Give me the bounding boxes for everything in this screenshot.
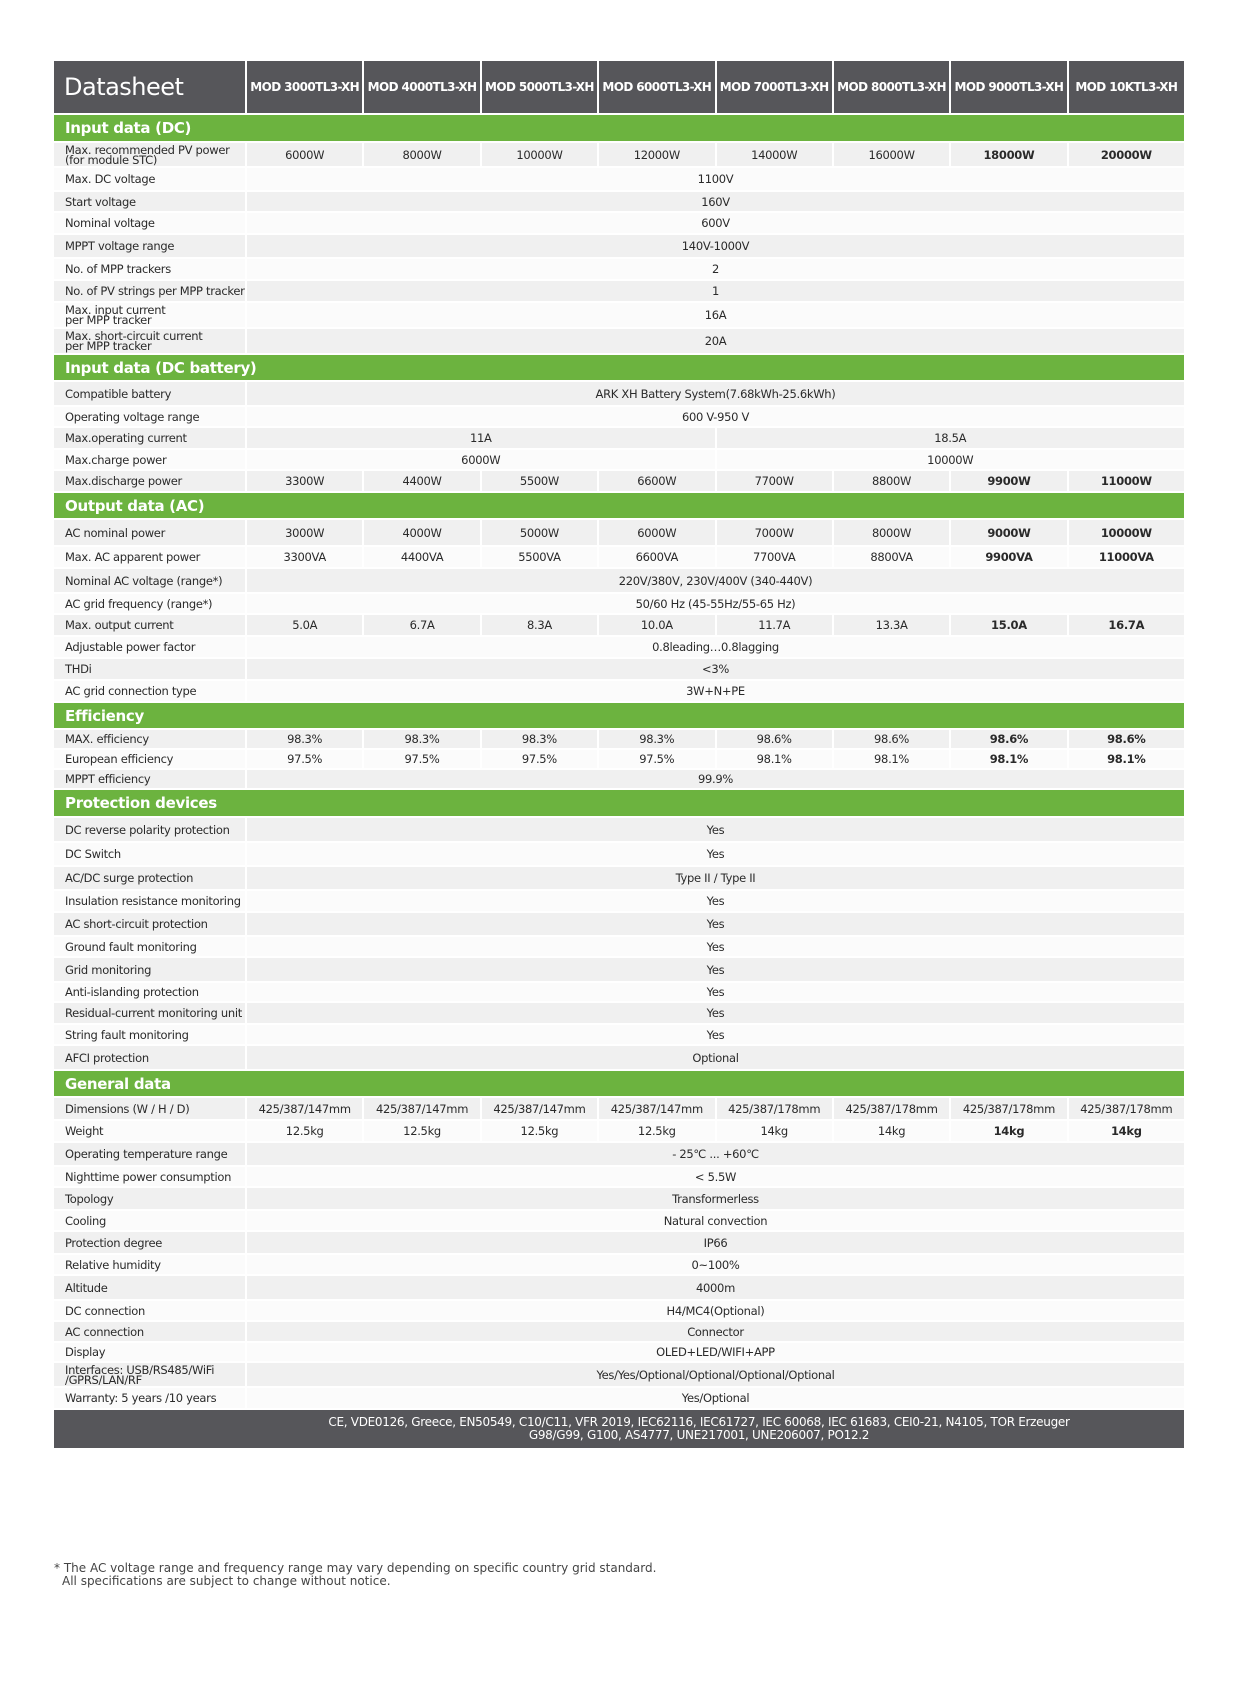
spec-value: 50/60 Hz (45-55Hz/55-65 Hz) xyxy=(245,592,1184,613)
spec-value: 8.3A xyxy=(480,613,597,635)
spec-value: < 5.5W xyxy=(245,1165,1184,1186)
spec-value: 140V-1000V xyxy=(245,233,1184,257)
spec-label: Grid monitoring xyxy=(54,956,245,981)
spec-value: 600V xyxy=(245,211,1184,233)
spec-label: THDi xyxy=(54,657,245,679)
spec-row xyxy=(54,1044,1184,1069)
certifications xyxy=(54,1408,1184,1448)
spec-row xyxy=(54,567,1184,592)
spec-row xyxy=(54,448,1184,469)
spec-value: 16.7A xyxy=(1067,613,1184,635)
spec-value: 6600VA xyxy=(597,545,714,567)
section-title: Protection devices xyxy=(54,788,1184,816)
spec-label: Protection degree xyxy=(54,1230,245,1253)
spec-row xyxy=(54,1141,1184,1165)
spec-row xyxy=(54,635,1184,657)
spec-row xyxy=(54,592,1184,613)
model-header: MOD 3000TL3-XH xyxy=(245,61,362,113)
spec-label: MPPT efficiency xyxy=(54,768,245,788)
spec-value: 15.0A xyxy=(949,613,1066,635)
spec-label: Weight xyxy=(54,1119,245,1141)
spec-value: 18000W xyxy=(949,141,1066,166)
spec-row xyxy=(54,816,1184,841)
spec-value: 3300W xyxy=(245,469,362,491)
spec-value: 220V/380V, 230V/400V (340-440V) xyxy=(245,567,1184,592)
spec-value: 11A xyxy=(245,426,715,448)
spec-label: Altitude xyxy=(54,1274,245,1299)
datasheet xyxy=(54,61,1184,1448)
spec-value: Yes xyxy=(245,841,1184,865)
spec-label: Residual-current monitoring unit xyxy=(54,1001,245,1023)
spec-value: 425/387/178mm xyxy=(1067,1096,1184,1119)
spec-label: Max. AC apparent power xyxy=(54,545,245,567)
spec-value: Yes xyxy=(245,1023,1184,1044)
spec-label: Max.charge power xyxy=(54,448,245,469)
spec-value: 0~100% xyxy=(245,1253,1184,1274)
spec-label: Max. output current xyxy=(54,613,245,635)
spec-value: Connector xyxy=(245,1320,1184,1341)
spec-label: Relative humidity xyxy=(54,1253,245,1274)
spec-row xyxy=(54,1186,1184,1209)
spec-value: 98.1% xyxy=(832,748,949,768)
spec-value: 97.5% xyxy=(480,748,597,768)
spec-row xyxy=(54,1096,1184,1119)
spec-row xyxy=(54,1320,1184,1341)
spec-label: Adjustable power factor xyxy=(54,635,245,657)
spec-value: 11.7A xyxy=(715,613,832,635)
spec-row xyxy=(54,911,1184,935)
spec-label: Topology xyxy=(54,1186,245,1209)
spec-label: Max. input current per MPP tracker xyxy=(54,301,245,327)
model-header: MOD 8000TL3-XH xyxy=(832,61,949,113)
spec-value: 12.5kg xyxy=(245,1119,362,1141)
spec-label: Compatible battery xyxy=(54,380,245,405)
spec-row xyxy=(54,233,1184,257)
spec-value: 20A xyxy=(245,327,1184,353)
spec-value: 5500W xyxy=(480,469,597,491)
spec-row xyxy=(54,768,1184,788)
spec-row xyxy=(54,935,1184,956)
spec-row xyxy=(54,257,1184,279)
spec-value: 10.0A xyxy=(597,613,714,635)
footnote-line: All specifications are subject to change without notice. xyxy=(62,1574,391,1588)
spec-value: 1 xyxy=(245,279,1184,301)
spec-value: Natural convection xyxy=(245,1209,1184,1230)
spec-value: 4400W xyxy=(362,469,479,491)
spec-label: Display xyxy=(54,1341,245,1361)
spec-value: 9000W xyxy=(949,518,1066,545)
spec-row xyxy=(54,1230,1184,1253)
spec-value: 7700VA xyxy=(715,545,832,567)
spec-value: 6.7A xyxy=(362,613,479,635)
spec-value: 14kg xyxy=(832,1119,949,1141)
spec-label: AC grid connection type xyxy=(54,679,245,701)
spec-value: 14kg xyxy=(1067,1119,1184,1141)
spec-value: 2 xyxy=(245,257,1184,279)
spec-value: 10000W xyxy=(715,448,1185,469)
spec-value: 425/387/178mm xyxy=(715,1096,832,1119)
section-title: General data xyxy=(54,1069,1184,1096)
spec-label: DC reverse polarity protection xyxy=(54,816,245,841)
model-header: MOD 4000TL3-XH xyxy=(362,61,479,113)
spec-label: DC connection xyxy=(54,1299,245,1320)
spec-row xyxy=(54,405,1184,426)
spec-label: Insulation resistance monitoring xyxy=(54,889,245,911)
spec-value: Yes xyxy=(245,816,1184,841)
model-header: MOD 6000TL3-XH xyxy=(597,61,714,113)
spec-label: AC connection xyxy=(54,1320,245,1341)
spec-row xyxy=(54,1361,1184,1386)
spec-row xyxy=(54,1119,1184,1141)
spec-value: 98.3% xyxy=(362,728,479,748)
spec-value: 8800W xyxy=(832,469,949,491)
spec-value: 12.5kg xyxy=(597,1119,714,1141)
spec-value: 12.5kg xyxy=(362,1119,479,1141)
spec-value: 6000W xyxy=(245,141,362,166)
section-title: Output data (AC) xyxy=(54,491,1184,518)
spec-row xyxy=(54,141,1184,166)
spec-table xyxy=(54,61,1184,1448)
spec-row xyxy=(54,865,1184,889)
spec-value: 98.6% xyxy=(949,728,1066,748)
datasheet-title: Datasheet xyxy=(54,61,245,113)
certifications-line: G98/G99, G100, AS4777, UNE217001, UNE206007, PO12.2 xyxy=(528,1428,870,1442)
spec-row xyxy=(54,545,1184,567)
spec-value: 97.5% xyxy=(597,748,714,768)
spec-value: Yes xyxy=(245,889,1184,911)
spec-row xyxy=(54,981,1184,1001)
spec-value: 160V xyxy=(245,190,1184,211)
spec-row xyxy=(54,1209,1184,1230)
section-title: Efficiency xyxy=(54,701,1184,728)
spec-value: 20000W xyxy=(1067,141,1184,166)
spec-value: 3300VA xyxy=(245,545,362,567)
spec-value: Yes xyxy=(245,935,1184,956)
spec-value: 98.1% xyxy=(1067,748,1184,768)
model-header: MOD 5000TL3-XH xyxy=(480,61,597,113)
spec-value: 16000W xyxy=(832,141,949,166)
section-heading-row xyxy=(54,701,1184,728)
section-heading-row xyxy=(54,491,1184,518)
spec-row xyxy=(54,1001,1184,1023)
spec-row xyxy=(54,657,1184,679)
spec-value: 3W+N+PE xyxy=(245,679,1184,701)
spec-label: Max.operating current xyxy=(54,426,245,448)
spec-row xyxy=(54,426,1184,448)
spec-value: Yes xyxy=(245,911,1184,935)
spec-value: 3000W xyxy=(245,518,362,545)
spec-row xyxy=(54,380,1184,405)
spec-value: 14kg xyxy=(949,1119,1066,1141)
spec-value: Transformerless xyxy=(245,1186,1184,1209)
spec-label: No. of PV strings per MPP tracker xyxy=(54,279,245,301)
spec-value: 425/387/147mm xyxy=(245,1096,362,1119)
spec-row xyxy=(54,327,1184,353)
spec-value: 4000m xyxy=(245,1274,1184,1299)
spec-row xyxy=(54,1165,1184,1186)
spec-label: Max. short-circuit current per MPP tracker xyxy=(54,327,245,353)
section-heading-row xyxy=(54,788,1184,816)
spec-value: 1100V xyxy=(245,166,1184,190)
section-heading-row xyxy=(54,353,1184,380)
spec-value: Yes xyxy=(245,981,1184,1001)
spec-value: 425/387/178mm xyxy=(949,1096,1066,1119)
model-header: MOD 7000TL3-XH xyxy=(715,61,832,113)
spec-value: 10000W xyxy=(1067,518,1184,545)
spec-value: 8000W xyxy=(832,518,949,545)
spec-row xyxy=(54,1253,1184,1274)
section-heading-row xyxy=(54,1069,1184,1096)
spec-value: 98.6% xyxy=(715,728,832,748)
section-title: Input data (DC) xyxy=(54,113,1184,141)
spec-row xyxy=(54,1386,1184,1408)
spec-value: 99.9% xyxy=(245,768,1184,788)
spec-value: 4400VA xyxy=(362,545,479,567)
spec-row xyxy=(54,956,1184,981)
spec-value: IP66 xyxy=(245,1230,1184,1253)
spec-label: AC short-circuit protection xyxy=(54,911,245,935)
spec-label: String fault monitoring xyxy=(54,1023,245,1044)
spec-value: 9900W xyxy=(949,469,1066,491)
spec-row xyxy=(54,679,1184,701)
spec-value: 12000W xyxy=(597,141,714,166)
spec-value: 98.6% xyxy=(832,728,949,748)
spec-value: 11000W xyxy=(1067,469,1184,491)
spec-value: 7000W xyxy=(715,518,832,545)
spec-value: 98.3% xyxy=(597,728,714,748)
spec-value: 6000W xyxy=(245,448,715,469)
spec-label: European efficiency xyxy=(54,748,245,768)
spec-value: Yes xyxy=(245,1001,1184,1023)
spec-label: AC/DC surge protection xyxy=(54,865,245,889)
spec-label: AFCI protection xyxy=(54,1044,245,1069)
header-row xyxy=(54,61,1184,113)
spec-value: 4000W xyxy=(362,518,479,545)
spec-label: Dimensions (W / H / D) xyxy=(54,1096,245,1119)
spec-label: Max. recommended PV power (for module STC) xyxy=(54,141,245,166)
spec-row xyxy=(54,1274,1184,1299)
spec-value: Yes/Yes/Optional/Optional/Optional/Optional xyxy=(245,1361,1184,1386)
spec-row xyxy=(54,1341,1184,1361)
spec-label: DC Switch xyxy=(54,841,245,865)
spec-row xyxy=(54,728,1184,748)
spec-row xyxy=(54,211,1184,233)
spec-row xyxy=(54,469,1184,491)
spec-value: 0.8leading…0.8lagging xyxy=(245,635,1184,657)
spec-value: 6000W xyxy=(597,518,714,545)
spec-value: 97.5% xyxy=(245,748,362,768)
spec-value: 98.1% xyxy=(715,748,832,768)
spec-row xyxy=(54,190,1184,211)
spec-value: 13.3A xyxy=(832,613,949,635)
spec-value: 425/387/147mm xyxy=(480,1096,597,1119)
spec-value: 98.3% xyxy=(245,728,362,748)
spec-row xyxy=(54,748,1184,768)
spec-value: 14kg xyxy=(715,1119,832,1141)
footnote xyxy=(54,1562,1184,1588)
spec-value: 18.5A xyxy=(715,426,1185,448)
spec-value: <3% xyxy=(245,657,1184,679)
spec-value: - 25℃ ... +60℃ xyxy=(245,1141,1184,1165)
spec-value: 10000W xyxy=(480,141,597,166)
spec-value: Yes xyxy=(245,956,1184,981)
spec-value: 5500VA xyxy=(480,545,597,567)
model-header: MOD 9000TL3-XH xyxy=(949,61,1066,113)
spec-value: 12.5kg xyxy=(480,1119,597,1141)
spec-label: Ground fault monitoring xyxy=(54,935,245,956)
spec-row xyxy=(54,1023,1184,1044)
spec-label: Interfaces: USB/RS485/WiFi /GPRS/LAN/RF xyxy=(54,1361,245,1386)
spec-label: Operating temperature range xyxy=(54,1141,245,1165)
spec-row xyxy=(54,301,1184,327)
spec-value: 9900VA xyxy=(949,545,1066,567)
spec-label: Operating voltage range xyxy=(54,405,245,426)
spec-label: Nominal AC voltage (range*) xyxy=(54,567,245,592)
section-title: Input data (DC battery) xyxy=(54,353,1184,380)
spec-value: 97.5% xyxy=(362,748,479,768)
spec-value: 14000W xyxy=(715,141,832,166)
spec-row xyxy=(54,841,1184,865)
spec-value: Yes/Optional xyxy=(245,1386,1184,1408)
spec-label: Anti-islanding protection xyxy=(54,981,245,1001)
spec-label: MPPT voltage range xyxy=(54,233,245,257)
spec-label: AC grid frequency (range*) xyxy=(54,592,245,613)
spec-label: Max.discharge power xyxy=(54,469,245,491)
spec-value: 8000W xyxy=(362,141,479,166)
spec-value: 425/387/178mm xyxy=(832,1096,949,1119)
spec-row xyxy=(54,613,1184,635)
spec-value: Type II / Type II xyxy=(245,865,1184,889)
spec-label: Cooling xyxy=(54,1209,245,1230)
spec-row xyxy=(54,166,1184,190)
spec-value: 98.3% xyxy=(480,728,597,748)
spec-value: 11000VA xyxy=(1067,545,1184,567)
footnote-line: * The AC voltage range and frequency range may vary depending on specific country grid standard. xyxy=(54,1561,657,1575)
spec-value: 8800VA xyxy=(832,545,949,567)
section-heading-row xyxy=(54,113,1184,141)
spec-value: 425/387/147mm xyxy=(362,1096,479,1119)
spec-value: 7700W xyxy=(715,469,832,491)
spec-label: Nighttime power consumption xyxy=(54,1165,245,1186)
spec-value: 98.6% xyxy=(1067,728,1184,748)
spec-row xyxy=(54,1299,1184,1320)
spec-label: Nominal voltage xyxy=(54,211,245,233)
spec-label: No. of MPP trackers xyxy=(54,257,245,279)
spec-label: Warranty: 5 years /10 years xyxy=(54,1386,245,1408)
certifications-line: CE, VDE0126, Greece, EN50549, C10/C11, VFR 2019, IEC62116, IEC61727, IEC 60068, IEC 61683, CEI0-21, N4105, TOR Erzeuger xyxy=(328,1415,1070,1429)
spec-value: 5000W xyxy=(480,518,597,545)
spec-label: Max. DC voltage xyxy=(54,166,245,190)
spec-value: 6600W xyxy=(597,469,714,491)
spec-value: 16A xyxy=(245,301,1184,327)
spec-row xyxy=(54,279,1184,301)
spec-value: ARK XH Battery System(7.68kWh-25.6kWh) xyxy=(245,380,1184,405)
spec-value: 98.1% xyxy=(949,748,1066,768)
spec-value: 5.0A xyxy=(245,613,362,635)
spec-label: MAX. efficiency xyxy=(54,728,245,748)
spec-value: 425/387/147mm xyxy=(597,1096,714,1119)
spec-label: Start voltage xyxy=(54,190,245,211)
spec-row xyxy=(54,889,1184,911)
spec-label: AC nominal power xyxy=(54,518,245,545)
model-header: MOD 10KTL3-XH xyxy=(1067,61,1184,113)
spec-value: OLED+LED/WIFI+APP xyxy=(245,1341,1184,1361)
spec-value: Optional xyxy=(245,1044,1184,1069)
spec-value: H4/MC4(Optional) xyxy=(245,1299,1184,1320)
certifications-row xyxy=(54,1408,1184,1448)
spec-row xyxy=(54,518,1184,545)
spec-value: 600 V-950 V xyxy=(245,405,1184,426)
